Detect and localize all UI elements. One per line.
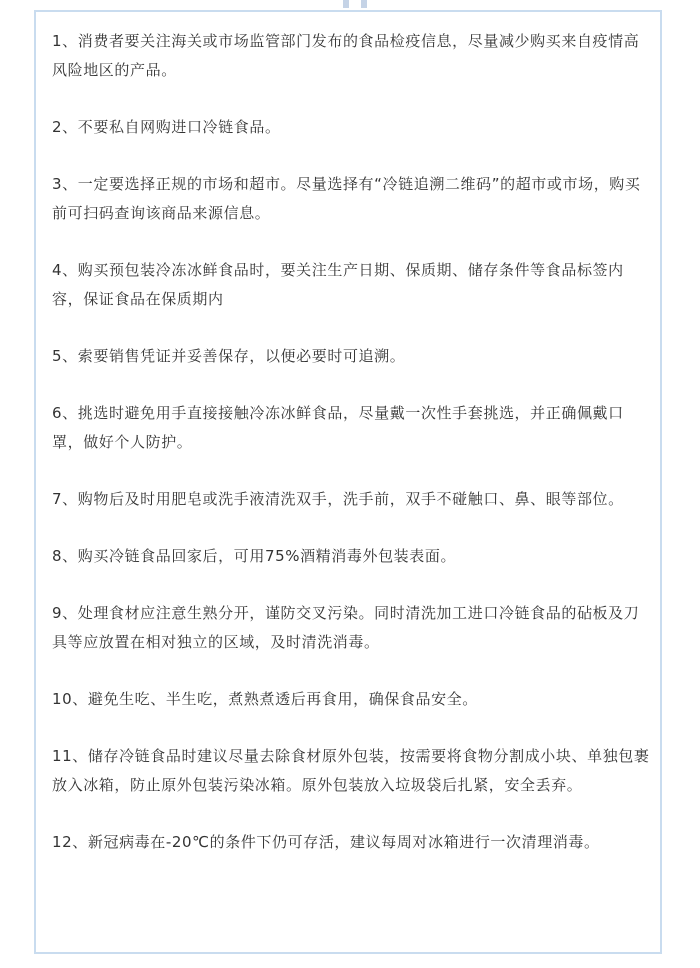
tip-item: 12、新冠病毒在-20℃的条件下仍可存活，建议每周对冰箱进行一次清理消毒。 <box>52 833 600 851</box>
tip-item: 1、消费者要关注海关或市场监管部门发布的食品检疫信息，尽量减少购买来自疫情高风险地区的产品。 <box>52 32 640 79</box>
decoration-marker <box>361 0 367 8</box>
tip-item: 9、处理食材应注意生熟分开，谨防交叉污染。同时清洗加工进口冷链食品的砧板及刀具等应放置在相对独立的区域，及时清洗消毒。 <box>52 604 640 651</box>
tip-item: 5、索要销售凭证并妥善保存，以便必要时可追溯。 <box>52 347 406 365</box>
top-decoration <box>0 0 700 8</box>
tip-item: 11、储存冷链食品时建议尽量去除食材原外包装，按需要将食物分割成小块、单独包裹放入冰箱，防止原外包装污染冰箱。原外包装放入垃圾袋后扎紧，安全丢弃。 <box>52 747 650 794</box>
tip-item: 4、购买预包装冷冻冰鲜食品时，要关注生产日期、保质期、储存条件等食品标签内容，保证食品在保质期内 <box>52 261 624 308</box>
tip-item: 6、挑选时避免用手直接接触冷冻冰鲜食品，尽量戴一次性手套挑选，并正确佩戴口罩，做好个人防护。 <box>52 404 624 451</box>
tip-item: 8、购买冷链食品回家后，可用75%酒精消毒外包装表面。 <box>52 547 457 565</box>
tips-list <box>52 27 650 885</box>
tip-item: 7、购物后及时用肥皂或洗手液清洗双手，洗手前，双手不碰触口、鼻、眼等部位。 <box>52 490 624 508</box>
decoration-marker <box>343 0 349 8</box>
tip-item: 2、不要私自网购进口冷链食品。 <box>52 118 281 136</box>
tip-item: 10、避免生吃、半生吃，煮熟煮透后再食用，确保食品安全。 <box>52 690 478 708</box>
tip-item: 3、一定要选择正规的市场和超市。尽量选择有“冷链追溯二维码”的超市或市场，购买前可扫码查询该商品来源信息。 <box>52 175 641 222</box>
